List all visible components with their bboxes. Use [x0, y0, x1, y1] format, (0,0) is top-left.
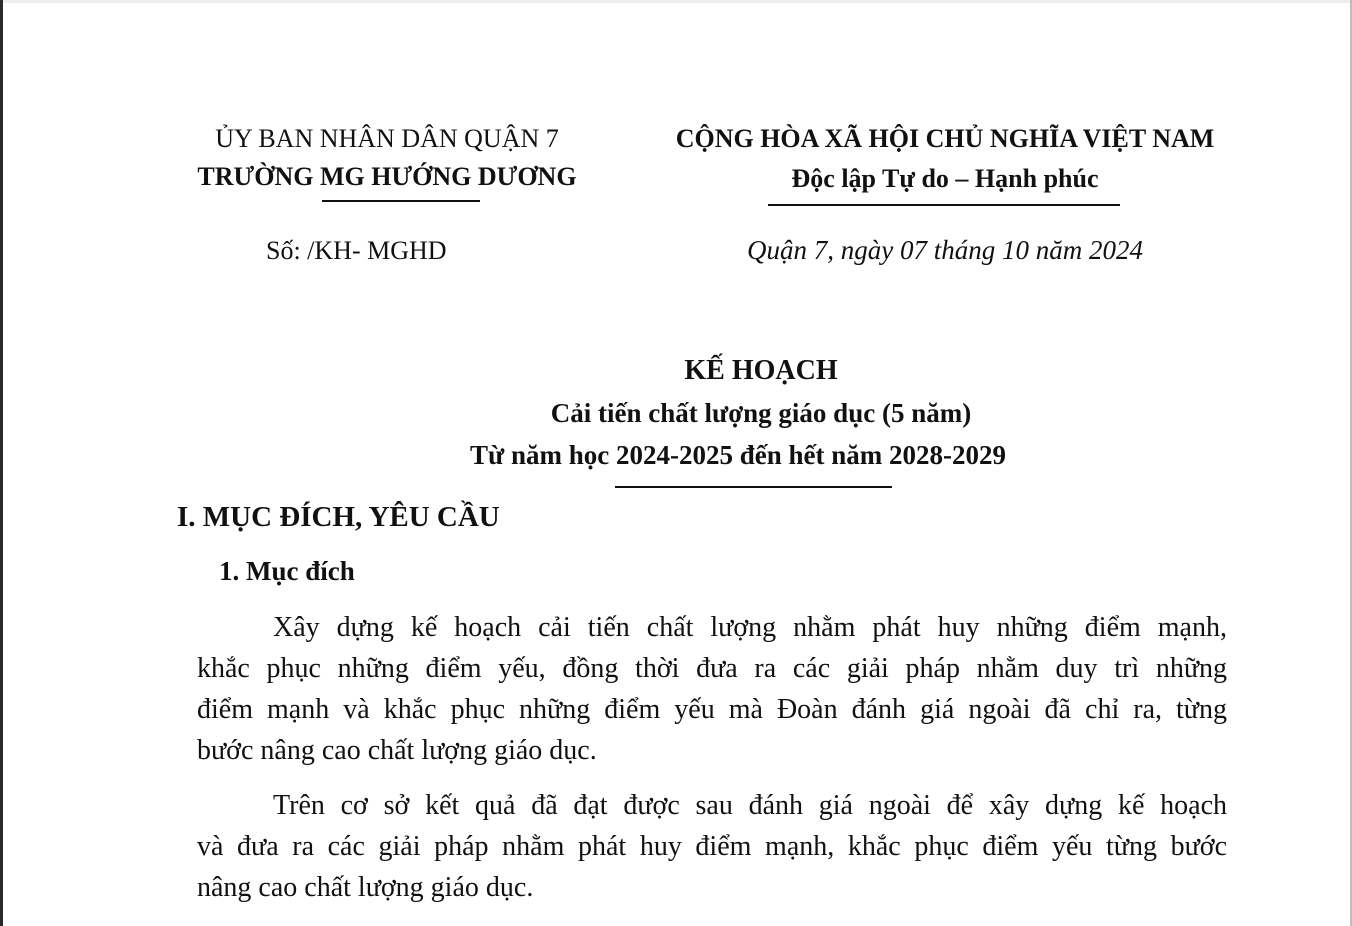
- section-heading: I. MỤC ĐÍCH, YÊU CẦU: [177, 501, 500, 533]
- document-title: KẾ HOẠCH: [684, 355, 838, 386]
- document-period: Từ năm học 2024-2025 đến hết năm 2028-2029: [470, 440, 1006, 470]
- paragraph-line: bước nâng cao chất lượng giáo dục.: [197, 735, 597, 766]
- document-subtitle: Cải tiến chất lượng giáo dục (5 năm): [550, 398, 972, 428]
- national-motto: Độc lập Tự do – Hạnh phúc: [791, 164, 1099, 193]
- title-underline: [615, 486, 892, 488]
- national-title: CỘNG HÒA XÃ HỘI CHỦ NGHĨA VIỆT NAM: [675, 124, 1215, 153]
- paragraph-purpose-2: [197, 785, 1227, 908]
- paragraph-line: và đưa ra các giải pháp nhằm phát huy điểm mạnh, khắc phục điểm yếu từng bước: [197, 831, 1227, 862]
- subsection-heading: 1. Mục đích: [219, 556, 355, 586]
- paragraph-line: điểm mạnh và khắc phục những điểm yếu mà Đoàn đánh giá ngoài đã chỉ ra, từng: [197, 694, 1227, 725]
- document-number: Số: /KH- MGHD: [266, 236, 447, 265]
- school-name: TRƯỜNG MG HƯỚNG DƯƠNG: [197, 162, 577, 191]
- paragraph-line: Trên cơ sở kết quả đã đạt được sau đánh giá ngoài để xây dựng kế hoạch: [273, 790, 1227, 821]
- place-and-date: Quận 7, ngày 07 tháng 10 năm 2024: [747, 235, 1143, 265]
- issuing-authority: ỦY BAN NHÂN DÂN QUẬN 7: [215, 124, 559, 153]
- paragraph-line: Xây dựng kế hoạch cải tiến chất lượng nhằm phát huy những điểm mạnh,: [273, 612, 1227, 643]
- paragraph-line: nâng cao chất lượng giáo dục.: [197, 872, 534, 903]
- paragraph-line: khắc phục những điểm yếu, đồng thời đưa ra các giải pháp nhằm duy trì những: [197, 653, 1227, 684]
- document-page: [3, 3, 1350, 926]
- school-name-underline: [322, 200, 480, 202]
- motto-underline: [768, 204, 1120, 206]
- paragraph-purpose-1: [197, 607, 1227, 771]
